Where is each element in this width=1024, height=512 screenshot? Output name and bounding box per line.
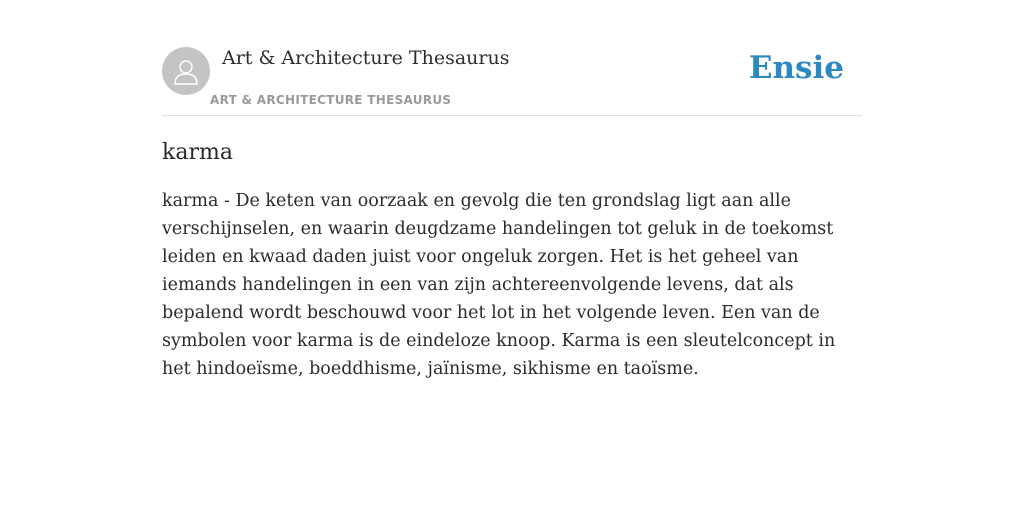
source-label[interactable]: ART & ARCHITECTURE THESAURUS — [210, 93, 452, 107]
card-header — [162, 46, 862, 116]
avatar[interactable] — [162, 47, 210, 95]
definition-card — [162, 46, 862, 383]
user-silhouette-icon — [171, 56, 201, 86]
brand-logo[interactable]: Ensie — [748, 50, 844, 86]
page-title: karma — [162, 140, 233, 165]
definition-text: karma - De keten van oorzaak en gevolg die ten grondslag ligt aan alle verschijnselen, en waarin deugdzame handelingen tot geluk in de toekomst leiden en kwaad daden juist voor ongeluk zorgen. Het is het geheel van iemands handelingen in een van zijn achtereenvolgende levens, dat als bepalend wordt beschouwd voor het lot in het volgende leven. Een van de symbolen voor karma is de eindeloze knoop. Karma is een sleutelconcept in het hindoeïsme, boeddhisme, jaïnisme, sikhisme en taoïsme. — [162, 191, 836, 379]
author-name[interactable]: Art & Architecture Thesaurus — [222, 47, 510, 69]
